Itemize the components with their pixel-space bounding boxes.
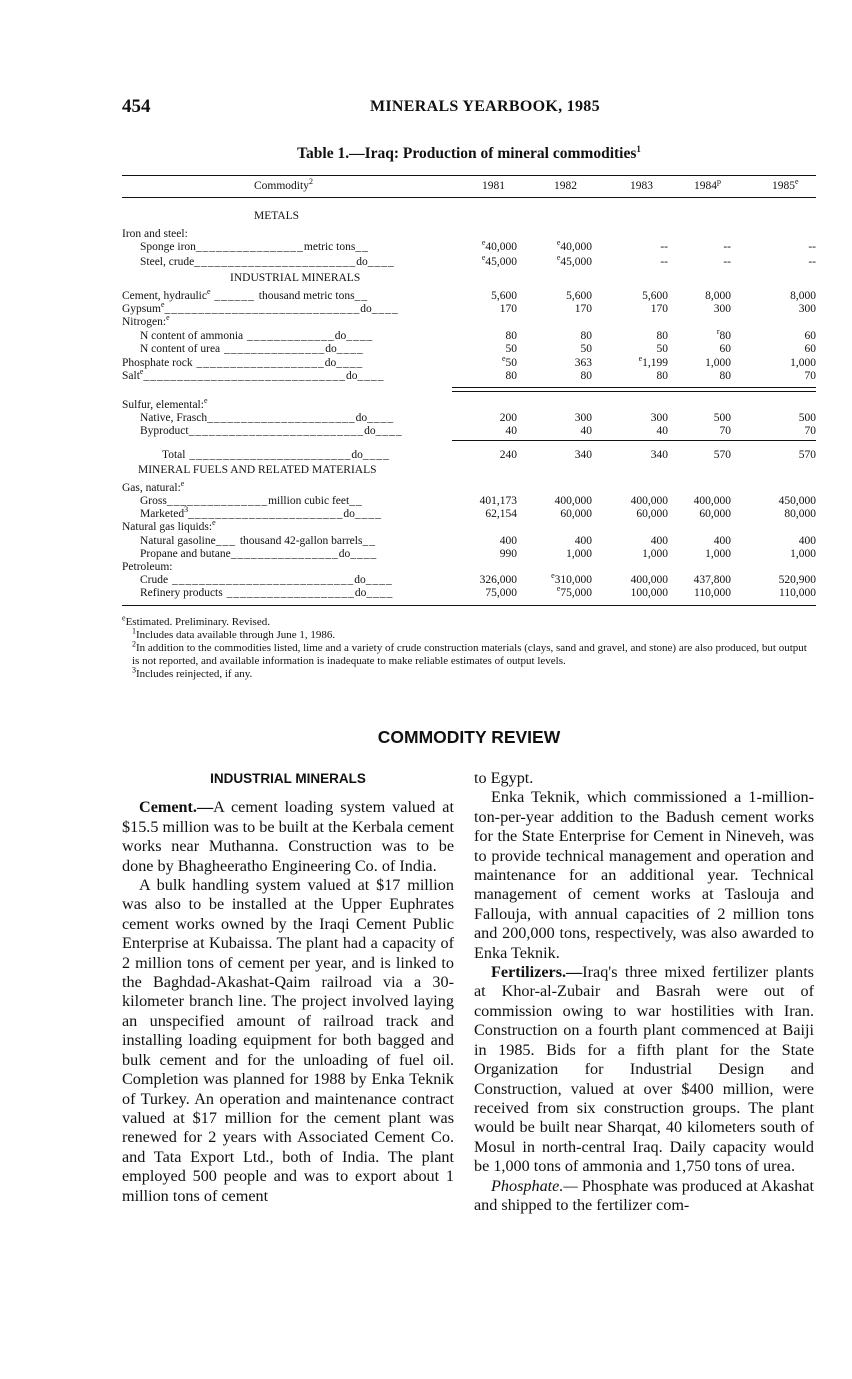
table-row: N content of ammonia _____________do____ 80 80 80 $^r$80 60 xyxy=(140,327,816,342)
text-column-left xyxy=(122,769,454,1206)
table-row: Gypsum$^e$_____________________________do____ 170 170 170 300 300 xyxy=(122,300,816,315)
table-row: Phosphate rock ___________________do____ $^e$50 363 $^e$1,199 1,000 1,000 xyxy=(122,354,816,369)
table-row: Native, Frasch______________________do____ 200 300 300 500 500 xyxy=(140,412,816,424)
table-footnotes xyxy=(122,613,816,681)
footnote-3: $^3$Includes reinjected, if any. xyxy=(132,665,253,680)
year-header-1984: 1984$^p$ xyxy=(694,177,721,192)
table-row: N content of urea _______________do____ 50 50 50 60 60 xyxy=(140,343,816,355)
group-gas: Gas, natural:$^e$ xyxy=(122,479,185,494)
year-header-1981: 1981 xyxy=(482,180,505,192)
table-row-total: Total ________________________do____ 240 340 340 570 570 xyxy=(162,449,816,461)
paragraph-continuation: to Egypt. xyxy=(474,769,534,787)
year-header-1985: 1985e xyxy=(772,177,799,192)
subtable-rule xyxy=(452,391,816,392)
table-row: Marketed$^3$_______________________do____ 62,154 60,000 60,000 60,000 80,000 xyxy=(140,505,816,520)
footnote-1: $^1$Includes data available through June 1, 1986. xyxy=(132,626,336,641)
section-metals: METALS xyxy=(254,210,300,222)
paragraph-enka: Enka Teknik, which commissioned a 1-million-ton-per-year addition to the Badush cement works for the State Enterprise for Cement in Nineveh, was to provide technical management and operation and maintenance for an additional year. Technical management of cement works at Taslouja and Fallouja, with annual capacities of 2 million tons and 200,000 tons, respectively, was also awarded to Enka Teknik. xyxy=(474,788,814,962)
group-nitrogen: Nitrogen:$^e$ xyxy=(122,313,170,328)
table-row: Propane and butane________________do____ 990 1,000 1,000 1,000 1,000 xyxy=(140,548,816,560)
paragraph-cement: Cement.—A cement loading system valued at $15.5 million was to be built at the Kerbala cement works near Muthanna. Construction was to be done by Bhagheeratho Engineering Co. of India. xyxy=(122,798,454,875)
section-fuels: MINERAL FUELS AND RELATED MATERIALS xyxy=(138,464,377,476)
running-header xyxy=(122,96,816,118)
group-ngl: Natural gas liquids:$^e$ xyxy=(122,518,216,533)
footnote-2: $^2$In addition to the commodities listed, lime and a variety of crude construction materials (clays, sand and gravel, and stone) are also produced, but output is not reported, and available information is inadequate to make reliable estimates of output levels. xyxy=(132,639,807,667)
group-iron-steel: Iron and steel: xyxy=(122,228,188,240)
table-top-rule xyxy=(122,175,816,176)
table-row: Sponge iron________________metric tons__ $^e$40,000 $^e$40,000 -- -- -- xyxy=(140,238,816,253)
page-number: 454 xyxy=(122,96,151,117)
table-row: Byproduct__________________________do____ 40 40 40 70 70 xyxy=(140,425,816,437)
subtable-rule xyxy=(452,387,816,388)
commodity-review-title: COMMODITY REVIEW xyxy=(377,727,561,747)
total-rule xyxy=(452,440,816,441)
year-header-1983: 1983 xyxy=(630,180,653,192)
table-row: Refinery products ___________________do____ 75,000 $^e$75,000 100,000 110,000 110,000 xyxy=(140,584,816,599)
group-petroleum: Petroleum: xyxy=(122,561,173,573)
header-rule xyxy=(122,197,816,198)
table-row: Steel, crude________________________do____ $^e$45,000 $^e$45,000 -- -- -- xyxy=(140,253,816,268)
commodity-header: Commodity$^2$ xyxy=(254,177,313,192)
paragraph-phosphate: Phosphate.— Phosphate was produced at Akashat and shipped to the fertilizer com- xyxy=(474,1176,815,1214)
table-row: Natural gasoline___ thousand 42-gallon barrels__ 400 400 400 400 400 xyxy=(140,535,816,547)
footnote-legend: $^e$Estimated. Preliminary. Revised. xyxy=(122,613,270,628)
paragraph-fertilizers: Fertilizers.—Iraq's three mixed fertilizer plants at Khor-al-Zubair and Basrah were out of commission owing to war hostilities with Iran. Construction on a fourth plant commenced at Baiji in 1985. Bids for a fifth plant for the State Organization for Industrial Design and Construction, valued at over $400 million, were received from six construction groups. The plant would be built near Sharqat, 40 kilometers south of Mosul in north-central Iraq. Daily capacity would be 1,000 tons of ammonia and 1,750 tons of urea. xyxy=(474,963,814,1176)
text-column-right xyxy=(474,769,814,1215)
table-row: Gross_______________million cubic feet__ 401,173 400,000 400,000 400,000 450,000 xyxy=(140,495,816,507)
subhead-industrial-minerals: INDUSTRIAL MINERALS xyxy=(210,771,366,786)
table-row: Cement, hydraulic$^e$ ______ thousand metric tons__ 5,600 5,600 5,600 8,000 8,000 xyxy=(122,287,816,302)
yearbook-title: MINERALS YEARBOOK, 1985 xyxy=(370,98,600,115)
group-sulfur: Sulfur, elemental:$^e$ xyxy=(122,396,208,411)
table-title: Table 1.—Iraq: Production of mineral commodities$^1$ xyxy=(297,143,641,162)
table-row: Salt$^e$______________________________do____ 80 80 80 80 70 xyxy=(122,367,816,382)
section-industrial: INDUSTRIAL MINERALS xyxy=(230,272,361,284)
table-row: Crude ___________________________do____ 326,000 $^e$310,000 400,000 437,800 520,900 xyxy=(140,571,816,586)
table-bottom-rule xyxy=(122,605,816,606)
paragraph-bulk-handling: A bulk handling system valued at $17 million was also to be installed at the Upper Euphrates cement works owned by the Iraqi Cement Public Enterprise at Kubaissa. The plant had a capacity of 2 million tons of cement per year, and is linked to the Baghdad-Akashat-Qaim railroad via a 30-kilometer branch line. The project involved laying an unspecified amount of railroad track and installing loading equipment for both bagged and bulk cement and for the unloading of fuel oil. Completion was planned for 1988 by Enka Teknik of Turkey. An operation and maintenance contract valued at $17 million for the cement plant was renewed for 2 years with Associated Cement Co. and Tata Export Ltd., both of India. The plant employed 500 people and was to export about 1 million tons of cement xyxy=(122,876,454,1205)
year-header-1982: 1982 xyxy=(554,180,577,192)
